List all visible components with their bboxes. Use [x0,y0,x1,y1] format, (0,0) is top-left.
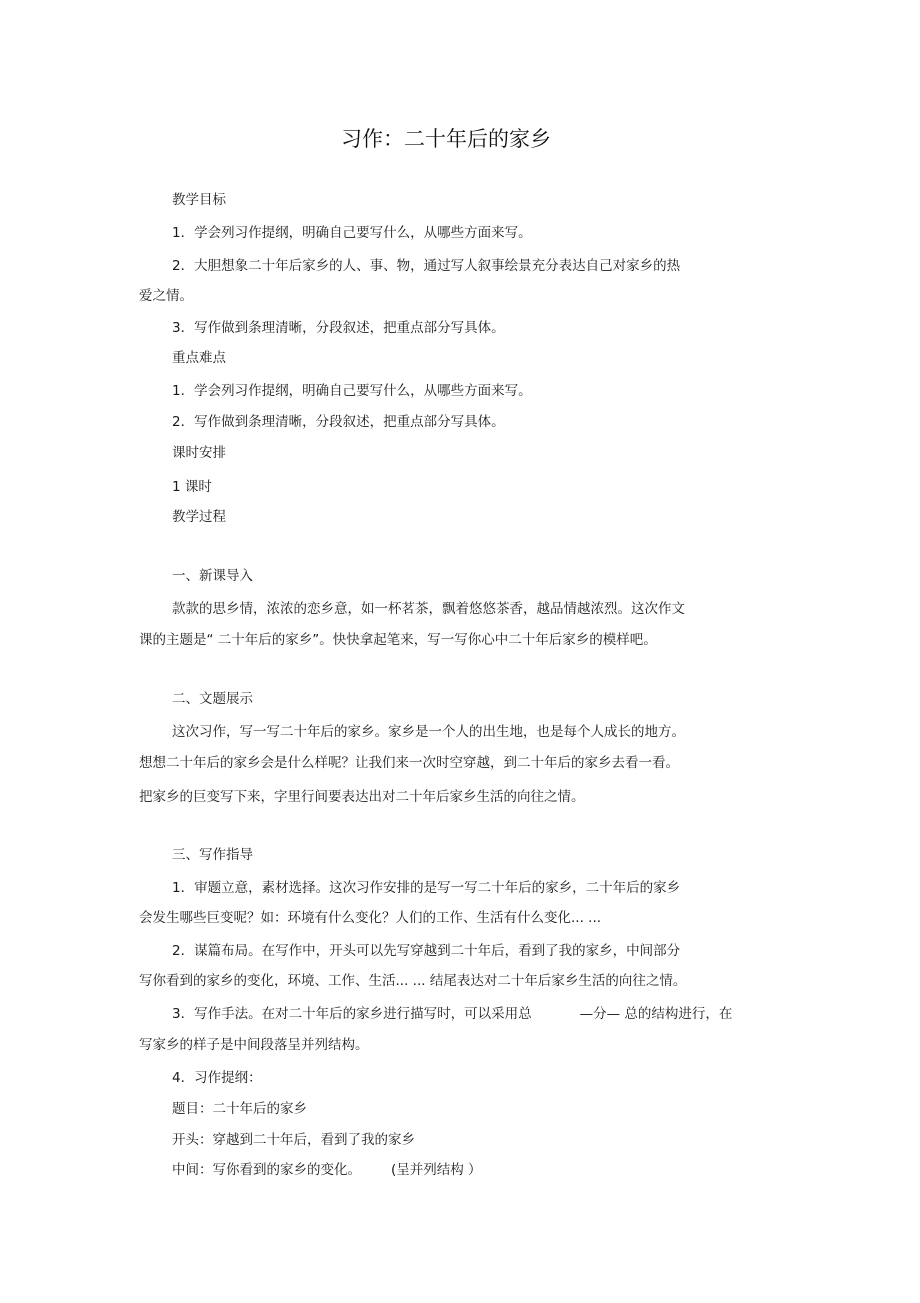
section-2-line-3: 把家乡的巨变写下来，字里行间要表达出对二十年后家乡生活的向往之情。 [139,789,585,805]
section-1-line-1: 款款的思乡情，浓浓的恋乡意，如一杯茗茶，飘着悠悠茶香，越品情越浓烈。这次作文 [172,601,685,617]
goals-item-2-line-1: 2．大胆想象二十年后家乡的人、事、物，通过写人叙事绘景充分表达自己对家乡的热 [172,258,681,274]
section-2-line-1: 这次习作，写一写二十年后的家乡。家乡是一个人的出生地，也是每个人成长的地方。 [172,724,685,740]
outline-middle-text: 中间：写你看到的家乡的变化。 [172,1162,361,1178]
outline-start: 开头：穿越到二十年后，看到了我的家乡 [172,1132,415,1148]
page-title: 习作：二十年后的家乡 [341,127,551,151]
outline-middle-note: (呈并列结构 ） [391,1162,482,1178]
section-3-p3-text-a: 3．写作手法。在对二十年后的家乡进行描写时，可以采用总 [172,1006,532,1022]
section-3-p3-line-1 [172,1005,732,1023]
key-points-heading: 重点难点 [172,350,226,366]
section-3-p3-text-b: —分— 总的结构进行，在 [579,1006,733,1022]
schedule-value: 1 课时 [172,479,212,495]
section-2-heading: 二、文题展示 [172,691,253,707]
section-2-line-2: 想想二十年后的家乡会是什么样呢？让我们来一次时空穿越，到二十年后的家乡去看一看。 [139,755,679,771]
outline-title: 题目：二十年后的家乡 [172,1101,307,1117]
outline-heading: 4．习作提纲： [172,1070,262,1086]
section-3-p3-line-2: 写家乡的样子是中间段落呈并列结构。 [139,1037,369,1053]
goals-heading: 教学目标 [172,192,226,208]
key-points-item-2: 2．写作做到条理清晰，分段叙述，把重点部分写具体。 [172,414,505,430]
section-3-heading: 三、写作指导 [172,847,253,863]
key-points-item-1: 1．学会列习作提纲，明确自己要写什么，从哪些方面来写。 [172,383,532,399]
section-1-line-2: 课的主题是“ 二十年后的家乡”。快快拿起笔来，写一写你心中二十年后家乡的模样吧。 [139,632,657,648]
outline-middle [172,1161,482,1179]
goals-item-3: 3．写作做到条理清晰，分段叙述，把重点部分写具体。 [172,320,505,336]
section-3-p1-line-1: 1．审题立意，素材选择。这次习作安排的是写一写二十年后的家乡，二十年后的家乡 [172,880,681,896]
section-3-p2-line-1: 2．谋篇布局。在写作中，开头可以先写穿越到二十年后，看到了我的家乡，中间部分 [172,943,681,959]
section-1-heading: 一、新课导入 [172,568,253,584]
schedule-heading: 课时安排 [172,445,226,461]
section-3-p2-line-2: 写你看到的家乡的变化，环境、工作、生活... ... 结尾表达对二十年后家乡生活的向往之情。 [139,973,687,989]
goals-item-2-line-2: 爱之情。 [139,288,193,304]
goals-item-1: 1．学会列习作提纲，明确自己要写什么，从哪些方面来写。 [172,225,532,241]
section-3-p1-line-2: 会发生哪些巨变呢？如：环境有什么变化？人们的工作、生活有什么变化... ... [139,910,602,926]
process-heading: 教学过程 [172,509,226,525]
